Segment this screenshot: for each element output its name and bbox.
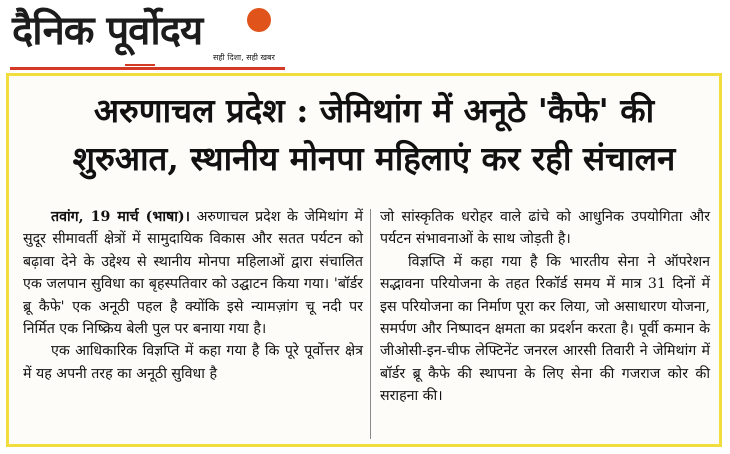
headline-line-1: अरुणाचल प्रदेश : जेमिथांग में अनूठे 'कैफे' की [93, 91, 655, 130]
article-column-1 [23, 206, 363, 385]
article-paragraph-1 [23, 206, 363, 340]
masthead-rule [10, 67, 285, 70]
article-clipping [6, 73, 722, 447]
article-paragraph-2-start: एक आधिकारिक विज्ञप्ति में कहा गया है कि पूरे पूर्वोत्तर क्षेत्र में यह अपनी तरह का अनूठी सुविधा है [23, 343, 363, 382]
headline-line-2: शुरुआत, स्थानीय मोनपा महिलाएं कर रही संचालन [72, 139, 676, 178]
article-paragraph-3: विज्ञप्ति में कहा गया है कि भारतीय सेना ने ऑपरेशन सद्भावना परियोजना के तहत रिकॉर्ड समय में मात्र 31 दिनों में इस परियोजना का निर्माण पूरा कर लिया, जो असाधारण योजना, समर्पण और निष्पादन क्षमता का प्रदर्शन करता है। पूर्वी कमान के जीओसी-इन-चीफ लेफ्टिनेंट जनरल आरसी तिवारी ने जेमिथांग में बॉर्डर ब्रू कैफे की स्थापना के लिए सेना की गजराज कोर की सराहना की। [380, 253, 710, 405]
paragraph-1-body: अरुणाचल प्रदेश के जेमिथांग में सुदूर सीमावर्ती क्षेत्रों में सामुदायिक विकास और सतत पर्यटन को बढ़ावा देने के उद्देश्य से स्थानीय मोनपा महिलाओं द्वारा संचालित एक जलपान सुविधा का बृहस्पतिवार को उद्घाटन किया गया। 'बॉर्डर ब्रू कैफे' एक अनूठी पहल है क्योंकि इसे न्यामज़ांग चू नदी पर निर्मित एक निष्क्रिय बेली पुल पर बनाया गया है। [23, 209, 363, 338]
column-divider [370, 209, 371, 439]
article-paragraph-2-end: जो सांस्कृतिक धरोहर वाले ढांचे को आधुनिक उपयोगिता और पर्यटन संभावनाओं के साथ जोड़ती है। [380, 209, 710, 248]
masthead [0, 0, 730, 68]
logo-sun-dot [247, 8, 271, 32]
logo-tagline: सही दिशा, सही खबर [213, 53, 275, 62]
dateline: तवांग, 19 मार्च (भाषा)। [51, 209, 190, 225]
article-column-2 [380, 206, 710, 408]
logo-text: दैनिक पूर्वोदय [12, 8, 203, 54]
newspaper-logo [12, 2, 202, 60]
